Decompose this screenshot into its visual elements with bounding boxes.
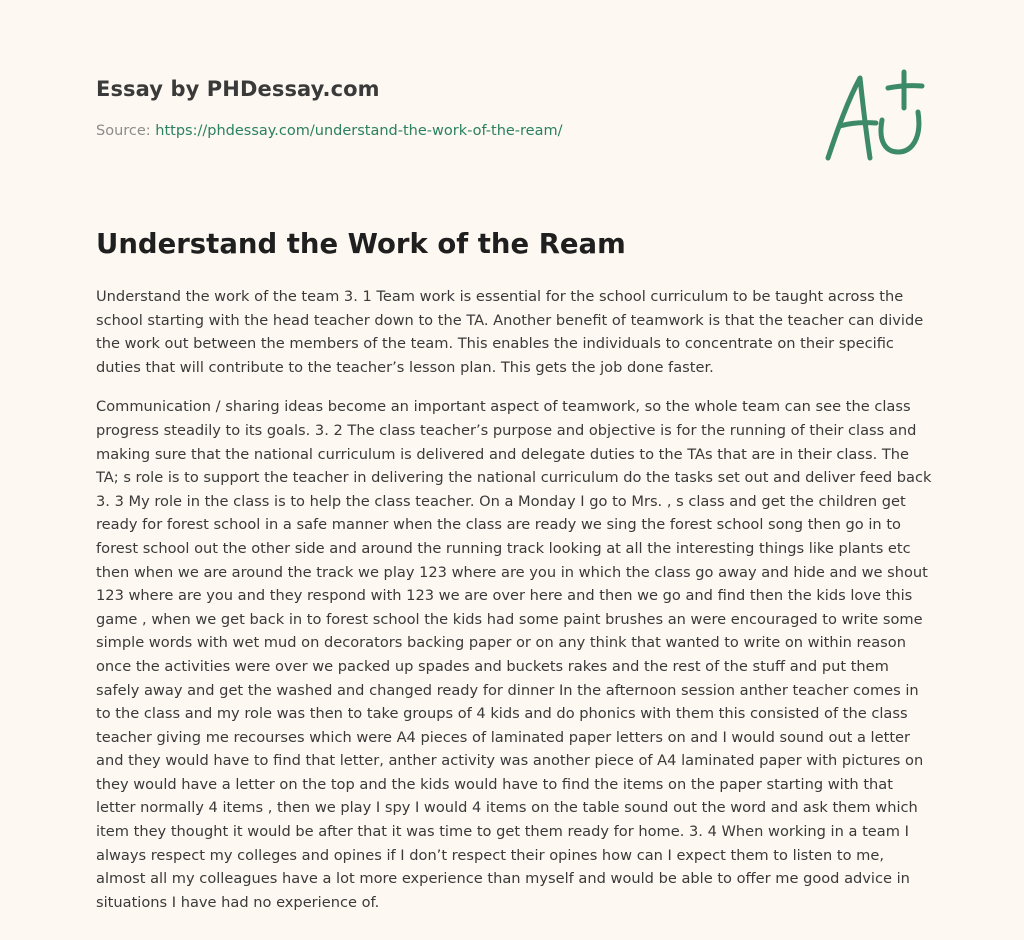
- site-header: [96, 74, 796, 141]
- article-paragraph: Understand the work of the team 3. 1 Team work is essential for the school curriculum to be taught across the school starting with the head teacher down to the TA. Another benefit of teamwork is that the teacher can divide the work out between the members of the team. This enables the individuals to concentrate on their specific duties that will contribute to the teacher’s lesson plan. This gets the job done faster.: [96, 288, 924, 376]
- source-line: [96, 121, 796, 141]
- article-title: Understand the Work of the Ream: [96, 228, 626, 260]
- article-paragraph: Communication / sharing ideas become an important aspect of teamwork, so the whole team can see the class progress steadily to its goals. 3. 2 The class teacher’s purpose and objective is for the running of their class and making sure that the national curriculum is delivered and delegate duties to the TAs that are in their class. The TA; s role is to support the teacher in delivering the national curriculum do the tasks set out and deliver feed back 3. 3 My role in the class is to help the class teacher. On a Monday I go to Mrs. , s class and get the children get ready for forest school in a safe manner when the class are ready we sing the forest school song then go in to forest school out the other side and around the running track looking at all the interesting things like plants etc then when we are around the track we play 123 where are you in which the class go away and hide and we shout 123 where are you and they respond with 123 we are over here and then we go and find then the kids love this game , when we get back in to forest school the kids had some paint brushes an were encouraged to write some simple words with wet mud on decorators backing paper or on any think that wanted to write on within reason once the activities were over we packed up spades and buckets rakes and the rest of the stuff and put them safely away and get the washed and changed ready for dinner In the afternoon session anther teacher comes in to the class and my role was then to take groups of 4 kids and do phonics with them this consisted of the class teacher giving me recourses which were A4 pieces of laminated paper letters on and I would sound out a letter and they would have to find that letter, anther activity was another piece of A4 laminated paper with pictures on they would have a letter on the top and the kids would have to find the items on the paper starting with that letter normally 4 items , then we play I spy I would 4 items on the table sound out the word and ask them which item they thought it would be after that it was time to get them ready for home. 3. 4 When working in a team I always respect my colleges and opines if I don’t respect their opines how can I expect them to listen to me, almost all my colleagues have a lot more experience than myself and would be able to offer me good advice in situations I have had no experience of.: [96, 398, 932, 911]
- a-plus-grade-icon: [818, 66, 934, 170]
- article-body: [96, 285, 932, 930]
- site-brand: Essay by PHDessay.com: [96, 77, 380, 101]
- source-link[interactable]: https://phdessay.com/understand-the-work-of-the-ream/: [155, 123, 563, 139]
- source-label: Source:: [96, 123, 156, 139]
